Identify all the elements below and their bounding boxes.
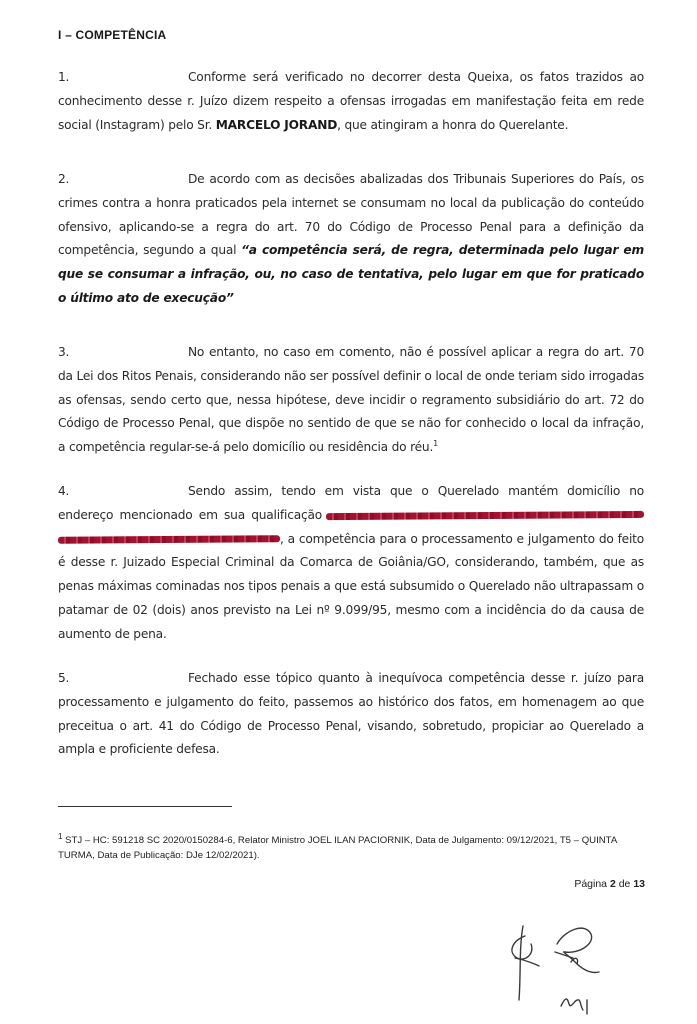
paragraph-text: De acordo com as decisões abalizadas dos Tribunais Superiores do País, os crimes contra a honra praticados pela internet se consumam no local da publicação do conteúdo ofensivo, aplicando-se a regra do art. 70 do Código de Processo Penal para a definição da competência, segundo a qual [58, 172, 644, 258]
footnote [58, 833, 648, 863]
paragraph-2 [58, 168, 644, 311]
paragraph-1 [58, 66, 644, 137]
footnote-reference: 1 [433, 439, 439, 449]
paragraph-number: 1. [58, 70, 70, 84]
paragraph-3 [58, 341, 644, 460]
redaction-mark [58, 535, 280, 544]
paragraph-text: No entanto, no caso em comento, não é possível aplicar a regra do art. 70 da Lei dos Ritos Penais, considerando não ser possível definir o local de onde teriam sido irrogadas as ofensas, sendo certo que, nessa hipótese, deve incidir o regramento subsidiário do art. 72 do Código de Processo Penal, que dispõe no sentido de que se não for conhecido o local da infração, a competência regular-se-á pelo domicílio ou residência do réu. [58, 345, 644, 455]
paragraph-text: Sendo assim, tendo em vista que o Querelado mantém domicílio no endereço mencionado em sua qualificação [58, 484, 644, 522]
paragraph-number: 2. [58, 172, 70, 186]
paragraph-number: 3. [58, 345, 70, 359]
redaction-mark [326, 511, 644, 520]
paragraph-text: Conforme será verificado no decorrer desta Queixa, os fatos trazidos ao conhecimento desse r. Juízo dizem respeito a ofensas irrogadas em manifestação feita em rede social (Instagram) pelo Sr. [58, 70, 644, 132]
footnote-text: STJ – HC: 591218 SC 2020/0150284-6, Relator Ministro JOEL ILAN PACIORNIK, Data de Julgamento: 09/12/2021, T5 – QUINTA TURMA, Data de Publicação: DJe 12/02/2021). [58, 835, 617, 861]
section-heading: I – COMPETÊNCIA [58, 28, 167, 42]
paragraph-text: , que atingiram a honra do Querelante. [337, 117, 569, 132]
paragraph-4 [58, 480, 644, 647]
paragraph-text: , a competência para o processamento e julgamento do feito é desse r. Juizado Especial Criminal da Comarca de Goiânia/GO, considerando, também, que as penas máximas cominadas nos tipos penais a que está subsumido o Querelado não ultrapassam o patamar de 02 (dois) anos previsto na Lei nº 9.099/95, mesmo com a incidência do da causa de aumento de pena. [58, 531, 644, 641]
defendant-name: MARCELO JORAND [215, 117, 338, 132]
footnote-marker: 1 [58, 831, 63, 841]
footnote-divider [58, 806, 232, 807]
handwritten-initials [495, 918, 635, 1018]
paragraph-number: 5. [58, 671, 70, 685]
paragraph-number: 4. [58, 484, 70, 498]
page-number: Página 2 de 13 [574, 878, 645, 890]
paragraph-text: Fechado esse tópico quanto à inequívoca competência desse r. juízo para processamento e julgamento do feito, passemos ao histórico dos fatos, em homenagem ao que preceitua o art. 41 do Código de Processo Penal, visando, sobretudo, propiciar ao Querelado a ampla e proficiente defesa. [58, 671, 644, 757]
legal-quote: “a competência será, de regra, determinada pelo lugar em que se consumar a infração, ou, no caso de tentativa, pelo lugar em que for praticado o último ato de execução” [58, 243, 644, 305]
paragraph-5 [58, 667, 644, 762]
